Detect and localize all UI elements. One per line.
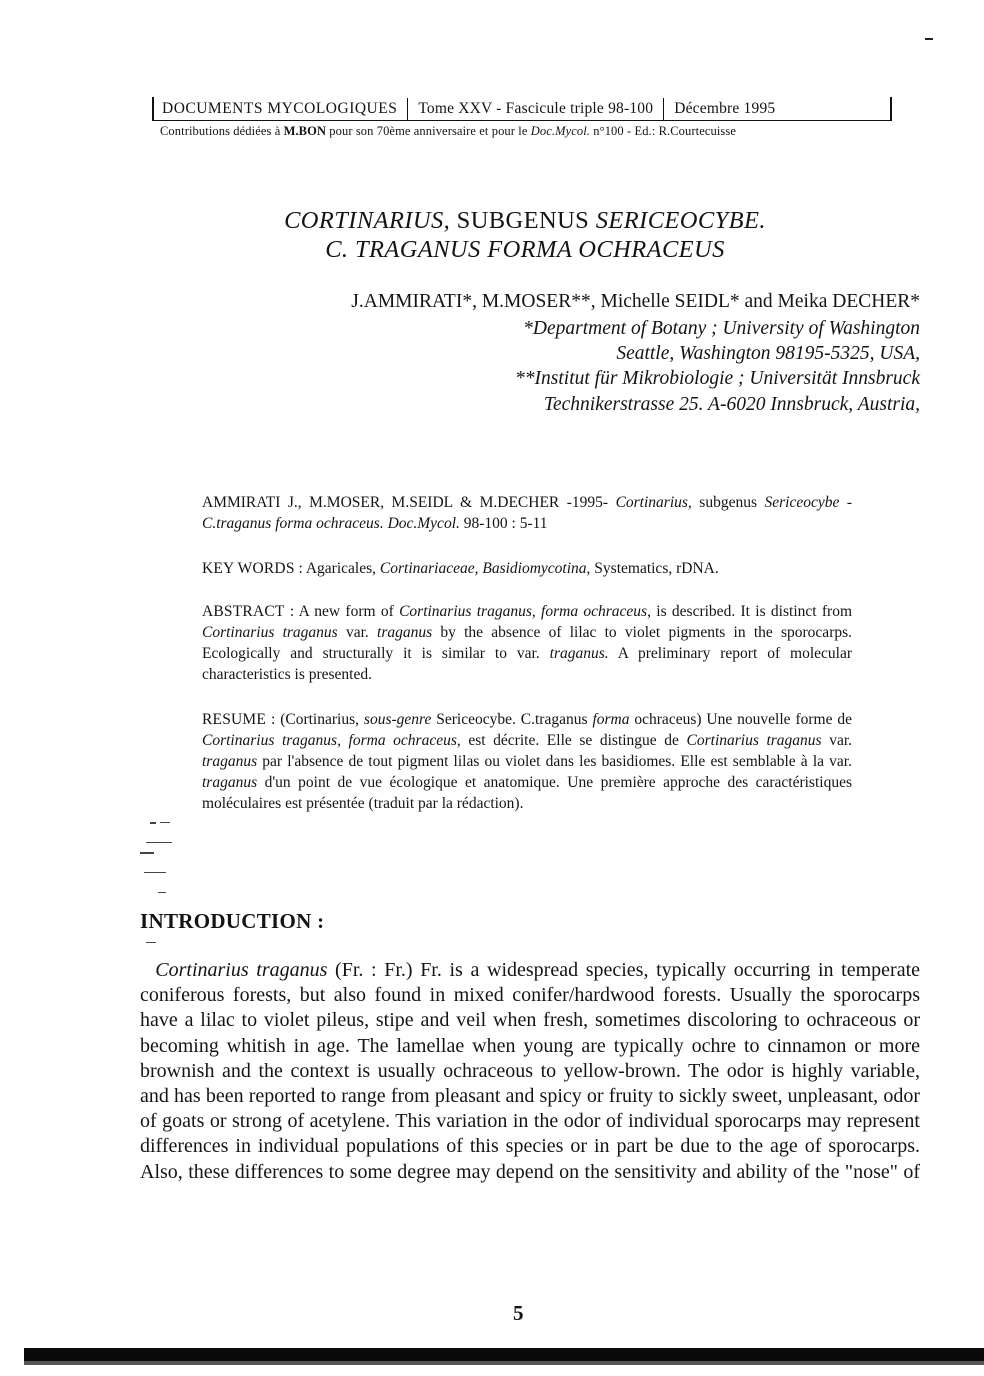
scan-border-bar bbox=[24, 1348, 984, 1361]
author-list: J.AMMIRATI*, M.MOSER**, Michelle SEIDL* and Meika DECHER* bbox=[351, 291, 920, 312]
affiliation: Technikerstrasse 25. A-6020 Innsbruck, Austria, bbox=[543, 394, 920, 415]
journal-header bbox=[152, 97, 892, 121]
abstract-label: ABSTRACT bbox=[202, 603, 285, 620]
affiliation: Seattle, Washington 98195-5325, USA, bbox=[616, 343, 920, 364]
page-number: 5 bbox=[513, 1301, 524, 1325]
journal-date: Décembre 1995 bbox=[674, 99, 776, 117]
scan-speck bbox=[150, 822, 156, 824]
scan-speck bbox=[140, 852, 154, 854]
scan-speck bbox=[146, 842, 172, 843]
abstract: ABSTRACT : A new form of Cortinarius traganus, forma ochraceus, is described. It is distinct from Cortinarius traganus var. traganus by the absence of lilac to violet pigments in the sporocarps. Ecologically and structurally it is similar to var. traganus. A preliminary report of molecular characteristics is presented. bbox=[202, 603, 853, 683]
affiliation: **Institut für Mikrobiologie ; Universität Innsbruck bbox=[515, 368, 920, 389]
resume: RESUME : (Cortinarius, sous-genre Sericeocybe. C.traganus forma ochraceus) Une nouvelle forme de Cortinarius traganus, forma ochraceus, est décrite. Elle se distingue de Cortinarius traganus var. traganus par l'absence de tout pigment lilas ou violet dans les basidiomes. Elle est semblable à la var. traganus d'un point de vue écologique et anatomique. Une première approche des caractéristiques moléculaires est présentée (traduit par la rédaction). bbox=[202, 711, 852, 812]
dedicatee: M.BON bbox=[283, 124, 327, 138]
citation: AMMIRATI J., M.MOSER, M.SEIDL & M.DECHER -1995- Cortinarius, subgenus Sericeocybe - C.traganus forma ochraceus. Doc.Mycol. 98-100 : 5-11 bbox=[202, 494, 853, 532]
introduction-paragraph: Cortinarius traganus (Fr. : Fr.) Fr. is a widespread species, typically occurring in temperate coniferous forests, but also found in mixed conifer/hardwood forests. Usually the sporocarps have a lilac to violet pileus, stipe and veil when fresh, sometimes discoloring to ochraceous or becoming whitish in age. The lamellae when young are typically ochre to cinnamon or more brownish and the context is usually ochraceous to yellow-brown. The odor is highly variable, and has been reported to range from pleasant and spicy or fruity to sickly sweet, unpleasant, odor of goats or strong of acetylene. This variation in the odor of individual sporocarps may represent differences in individual populations of this species or in part be due to the age of sporocarps. Also, these differences to some degree may depend on the sensitivity and ability of the "nose" of bbox=[140, 959, 921, 1183]
scan-speck bbox=[160, 822, 170, 823]
scan-speck bbox=[144, 872, 166, 873]
section-heading-introduction: INTRODUCTION : bbox=[140, 909, 325, 933]
paper-title-line-2: C. TRAGANUS FORMA OCHRACEUS bbox=[325, 236, 725, 263]
paper-title-line-1: CORTINARIUS, SUBGENUS SERICEOCYBE. bbox=[284, 207, 766, 234]
keywords-label: KEY WORDS bbox=[202, 560, 295, 577]
affiliation: *Department of Botany ; University of Washington bbox=[523, 318, 920, 339]
journal-volume: Tome XXV - Fascicule triple 98-100 bbox=[418, 99, 654, 117]
scan-border-bar bbox=[24, 1361, 984, 1365]
scan-speck bbox=[158, 892, 166, 893]
scan-speck bbox=[146, 942, 156, 943]
contributions-line: Contributions dédiées à M.BON pour son 70ème anniversaire et pour le Doc.Mycol. n°100 - Ed.: R.Courtecuisse bbox=[160, 124, 737, 138]
journal-name: DOCUMENTS MYCOLOGIQUES bbox=[162, 99, 398, 117]
resume-label: RESUME bbox=[202, 711, 267, 728]
scan-mark bbox=[925, 38, 933, 40]
keywords: KEY WORDS : Agaricales, Cortinariaceae, Basidiomycotina, Systematics, rDNA. bbox=[202, 560, 719, 577]
